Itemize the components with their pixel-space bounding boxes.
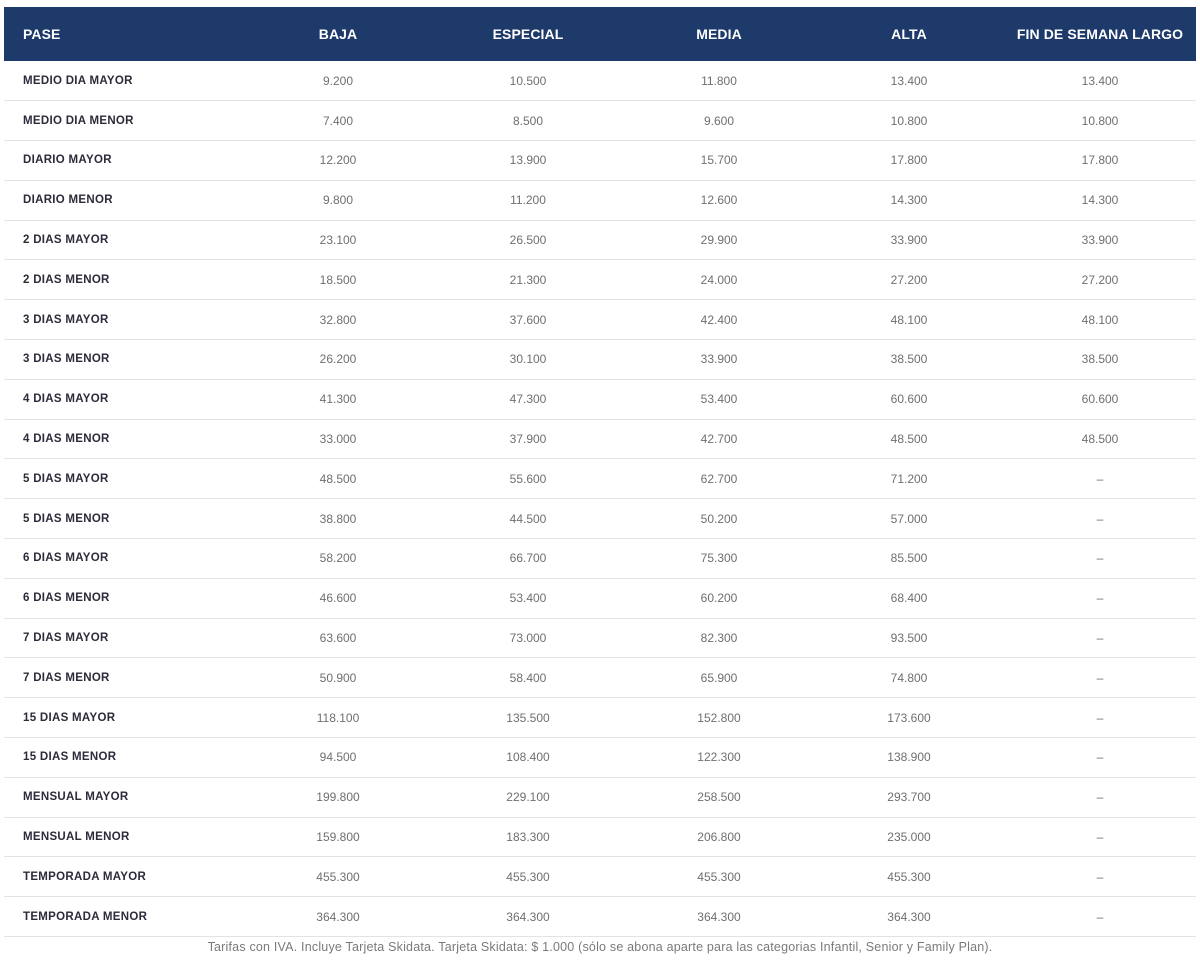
table-row (4, 379, 1196, 419)
cell-alta: 93.500 (890, 631, 928, 646)
header-pase: PASE (23, 26, 61, 42)
cell-fin-de-semana-largo: 48.500 (1081, 432, 1119, 447)
cell-media: 364.300 (697, 909, 741, 924)
cell-media: 24.000 (700, 272, 738, 287)
cell-especial: 26.500 (509, 233, 547, 248)
cell-baja: 9.200 (322, 73, 354, 88)
table-row (4, 658, 1196, 698)
cell-pase: TEMPORADA MENOR (23, 910, 148, 923)
cell-baja: 118.100 (316, 710, 360, 725)
cell-fin-de-semana-largo: 48.100 (1081, 312, 1119, 327)
cell-media: 82.300 (700, 631, 738, 646)
cell-baja: 23.100 (319, 233, 357, 248)
cell-especial: 47.300 (509, 392, 547, 407)
table-row (4, 777, 1196, 817)
cell-especial: 30.100 (509, 352, 547, 367)
cell-baja: 7.400 (322, 113, 354, 128)
cell-fin-de-semana-largo: – (1096, 750, 1104, 765)
cell-pase: 4 DIAS MAYOR (23, 393, 109, 406)
cell-pase: 7 DIAS MAYOR (23, 632, 109, 645)
table-row (4, 180, 1196, 220)
cell-pase: MENSUAL MENOR (23, 831, 130, 844)
cell-alta: 14.300 (890, 193, 928, 208)
cell-baja: 159.800 (316, 830, 360, 845)
cell-media: 53.400 (700, 392, 738, 407)
cell-media: 29.900 (700, 233, 738, 248)
cell-baja: 58.200 (319, 551, 357, 566)
cell-media: 42.700 (700, 432, 738, 447)
table-row (4, 260, 1196, 300)
cell-especial: 135.500 (506, 710, 550, 725)
cell-especial: 58.400 (509, 670, 547, 685)
header-alta: ALTA (891, 26, 927, 42)
cell-fin-de-semana-largo: 38.500 (1081, 352, 1119, 367)
cell-especial: 11.200 (510, 193, 546, 208)
cell-media: 75.300 (700, 551, 738, 566)
header-row (4, 7, 1196, 61)
cell-baja: 32.800 (319, 312, 357, 327)
table-row (4, 857, 1196, 897)
cell-especial: 55.600 (509, 471, 547, 486)
cell-baja: 18.500 (319, 272, 357, 287)
cell-especial: 66.700 (509, 551, 547, 566)
cell-baja: 46.600 (319, 591, 357, 606)
cell-fin-de-semana-largo: – (1096, 471, 1104, 486)
cell-especial: 8.500 (512, 113, 544, 128)
cell-pase: 5 DIAS MENOR (23, 512, 110, 525)
cell-baja: 199.800 (316, 790, 360, 805)
cell-media: 9.600 (703, 113, 735, 128)
cell-baja: 364.300 (316, 909, 360, 924)
cell-pase: MEDIO DIA MAYOR (23, 74, 133, 87)
cell-alta: 10.800 (890, 113, 928, 128)
cell-alta: 17.800 (890, 153, 928, 168)
cell-fin-de-semana-largo: – (1096, 591, 1104, 606)
cell-especial: 108.400 (506, 750, 550, 765)
table-body (4, 61, 1196, 937)
cell-fin-de-semana-largo: – (1096, 511, 1104, 526)
cell-fin-de-semana-largo: 10.800 (1081, 113, 1119, 128)
cell-media: 206.800 (697, 830, 741, 845)
cell-alta: 74.800 (890, 670, 928, 685)
cell-media: 50.200 (700, 511, 738, 526)
cell-pase: 4 DIAS MENOR (23, 433, 110, 446)
header-especial: ESPECIAL (492, 26, 564, 42)
cell-especial: 229.100 (506, 790, 550, 805)
cell-fin-de-semana-largo: 13.400 (1081, 73, 1119, 88)
table-row (4, 618, 1196, 658)
cell-pase: 3 DIAS MENOR (23, 353, 110, 366)
cell-baja: 26.200 (319, 352, 357, 367)
cell-media: 152.800 (697, 710, 741, 725)
cell-alta: 33.900 (890, 233, 928, 248)
cell-media: 42.400 (700, 312, 738, 327)
price-table-container (4, 7, 1196, 937)
table-row (4, 817, 1196, 857)
cell-alta: 455.300 (887, 869, 931, 884)
cell-media: 15.700 (700, 153, 738, 168)
cell-fin-de-semana-largo: – (1096, 670, 1104, 685)
cell-alta: 13.400 (890, 73, 928, 88)
cell-baja: 41.300 (319, 392, 357, 407)
cell-especial: 73.000 (509, 631, 547, 646)
cell-baja: 12.200 (319, 153, 357, 168)
cell-media: 65.900 (700, 670, 738, 685)
cell-fin-de-semana-largo: – (1096, 790, 1104, 805)
cell-baja: 94.500 (319, 750, 357, 765)
cell-alta: 48.500 (890, 432, 928, 447)
cell-pase: 5 DIAS MAYOR (23, 472, 109, 485)
table-row (4, 101, 1196, 141)
cell-fin-de-semana-largo: 17.800 (1081, 153, 1119, 168)
cell-baja: 455.300 (316, 869, 360, 884)
footnote: Tarifas con IVA. Incluye Tarjeta Skidata. Tarjeta Skidata: $ 1.000 (sólo se abona aparte para las categorias Infantil, Senior y Family Plan). (207, 940, 993, 954)
cell-especial: 10.500 (509, 73, 547, 88)
table-row (4, 698, 1196, 738)
cell-alta: 68.400 (890, 591, 928, 606)
cell-media: 60.200 (700, 591, 738, 606)
cell-pase: DIARIO MAYOR (23, 154, 112, 167)
cell-baja: 63.600 (319, 631, 357, 646)
table-row (4, 738, 1196, 778)
cell-alta: 71.200 (890, 471, 928, 486)
cell-pase: 2 DIAS MENOR (23, 273, 110, 286)
cell-pase: 6 DIAS MAYOR (23, 552, 109, 565)
table-row (4, 897, 1196, 937)
cell-pase: MENSUAL MAYOR (23, 791, 129, 804)
cell-alta: 57.000 (890, 511, 928, 526)
table-row (4, 220, 1196, 260)
cell-especial: 53.400 (509, 591, 547, 606)
cell-pase: MEDIO DIA MENOR (23, 114, 134, 127)
cell-especial: 364.300 (506, 909, 550, 924)
cell-fin-de-semana-largo: – (1096, 631, 1104, 646)
cell-fin-de-semana-largo: – (1096, 909, 1104, 924)
cell-media: 258.500 (697, 790, 741, 805)
cell-especial: 37.900 (509, 432, 547, 447)
cell-baja: 50.900 (319, 670, 357, 685)
cell-fin-de-semana-largo: 27.200 (1081, 272, 1119, 287)
cell-fin-de-semana-largo: – (1096, 869, 1104, 884)
cell-media: 122.300 (697, 750, 741, 765)
cell-fin-de-semana-largo: – (1096, 551, 1104, 566)
table-row (4, 340, 1196, 380)
cell-pase: 7 DIAS MENOR (23, 671, 110, 684)
cell-alta: 293.700 (887, 790, 931, 805)
cell-baja: 38.800 (319, 511, 357, 526)
cell-pase: 15 DIAS MAYOR (23, 711, 116, 724)
cell-media: 11.800 (701, 73, 737, 88)
header-baja: BAJA (318, 26, 358, 42)
cell-especial: 21.300 (509, 272, 547, 287)
cell-fin-de-semana-largo: 60.600 (1081, 392, 1119, 407)
cell-fin-de-semana-largo: – (1096, 710, 1104, 725)
cell-media: 455.300 (697, 869, 741, 884)
cell-alta: 60.600 (890, 392, 928, 407)
cell-pase: 2 DIAS MAYOR (23, 234, 109, 247)
cell-pase: TEMPORADA MAYOR (23, 870, 147, 883)
cell-pase: 6 DIAS MENOR (23, 592, 110, 605)
cell-fin-de-semana-largo: 33.900 (1081, 233, 1119, 248)
cell-alta: 27.200 (890, 272, 928, 287)
header-fin-de-semana-largo: FIN DE SEMANA LARGO (1016, 26, 1184, 42)
table-row (4, 578, 1196, 618)
cell-alta: 48.100 (890, 312, 928, 327)
cell-especial: 455.300 (506, 869, 550, 884)
table-row (4, 141, 1196, 181)
table-row (4, 459, 1196, 499)
cell-alta: 38.500 (890, 352, 928, 367)
cell-especial: 37.600 (509, 312, 547, 327)
cell-fin-de-semana-largo: – (1096, 830, 1104, 845)
cell-baja: 9.800 (322, 193, 354, 208)
table-row (4, 499, 1196, 539)
header-media: MEDIA (696, 26, 742, 42)
cell-alta: 173.600 (887, 710, 931, 725)
cell-fin-de-semana-largo: 14.300 (1081, 193, 1119, 208)
cell-pase: 3 DIAS MAYOR (23, 313, 109, 326)
cell-especial: 183.300 (506, 830, 550, 845)
cell-pase: 15 DIAS MENOR (23, 751, 117, 764)
cell-especial: 44.500 (509, 511, 547, 526)
table-row (4, 300, 1196, 340)
table-header (4, 7, 1196, 61)
cell-alta: 364.300 (887, 909, 931, 924)
table-row (4, 419, 1196, 459)
table-row (4, 61, 1196, 101)
cell-media: 33.900 (700, 352, 738, 367)
cell-baja: 48.500 (319, 471, 357, 486)
cell-pase: DIARIO MENOR (23, 194, 113, 207)
cell-alta: 85.500 (890, 551, 928, 566)
cell-alta: 235.000 (887, 830, 931, 845)
cell-especial: 13.900 (509, 153, 547, 168)
table-row (4, 539, 1196, 579)
price-table (4, 7, 1196, 937)
cell-alta: 138.900 (887, 750, 931, 765)
cell-media: 62.700 (700, 471, 738, 486)
cell-baja: 33.000 (319, 432, 357, 447)
cell-media: 12.600 (700, 193, 738, 208)
